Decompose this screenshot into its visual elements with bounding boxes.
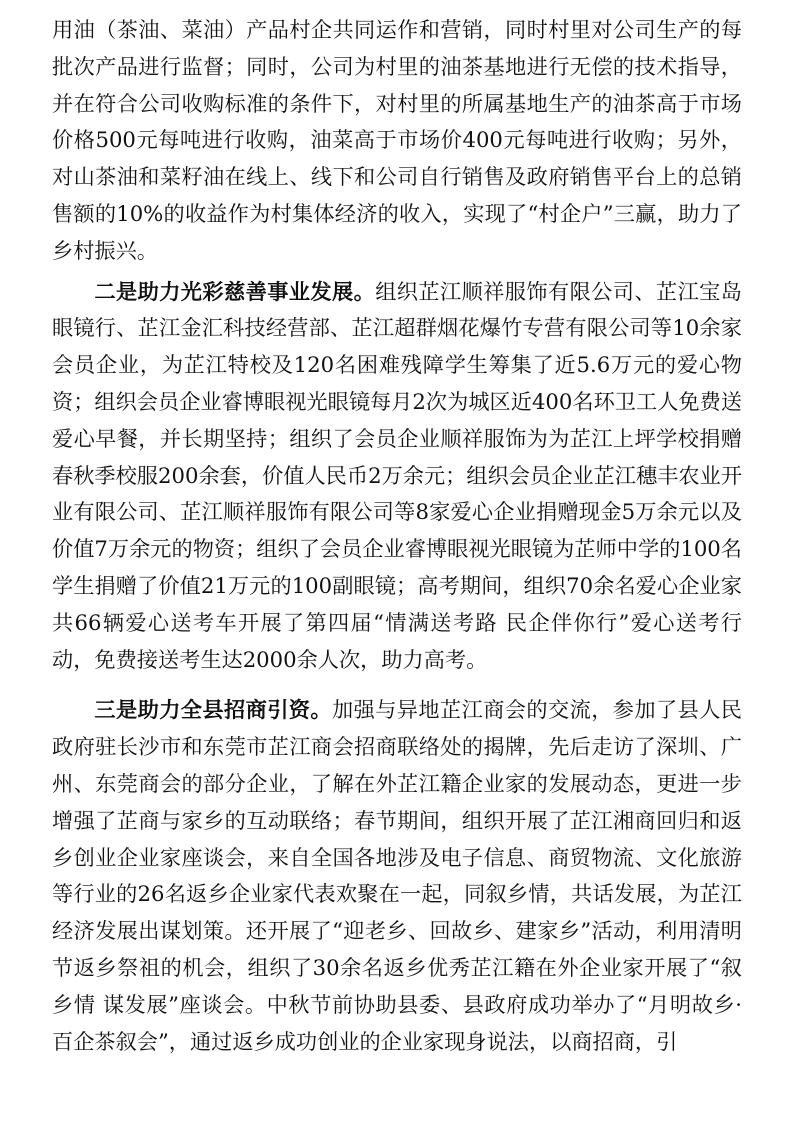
paragraph-lead-heading: 三是助力全县招商引资。 [94, 697, 332, 723]
paragraph-text: 组织芷江顺祥服饰有限公司、芷江宝岛眼镜行、芷江金汇科技经营部、芷江超群烟花爆竹专营有限公司等10余家会员企业，为芷江特校及120名困难残障学生筹集了近5.6万元的爱心物资；组织会员企业睿博眼视光眼镜每月2次为城区近400名环卫工人免费送爱心早餐，并长期坚持；组织了会员企业顺祥服饰为为芷江上坪学校捐赠春秋季校服200余套，价值人民币2万余元；组织会员企业芷江穗丰农业开业有限公司、芷江顺祥服饰有限公司等8家爱心企业捐赠现金5万余元以及价值7万余元的物资；组织了会员企业睿博眼视光眼镜为芷师中学的100名学生捐赠了价值21万元的100副眼镜；高考期间，组织70余名爱心企业家共66辆爱心送考车开展了第四届“情满送考路 民企伴你行”爱心送考行动，免费接送考生达2000余人次，助力高考。 [52, 278, 743, 672]
paragraph-continuation [52, 12, 742, 270]
document-body [52, 12, 742, 1060]
paragraph-text: 加强与异地芷江商会的交流，参加了县人民政府驻长沙市和东莞市芷江商会招商联络处的揭牌，先后走访了深圳、广州、东莞商会的部分企业，了解在外芷江籍企业家的发展动态，更进一步增强了芷商与家乡的互动联络；春节期间，组织开展了芷江湘商回归和返乡创业企业家座谈会，来自全国各地涉及电子信息、商贸物流、文化旅游等行业的26名返乡企业家代表欢聚在一起，同叙乡情，共话发展，为芷江经济发展出谋划策。还开展了“迎老乡、回故乡、建家乡”活动，利用清明节返乡祭祖的机会，组织了30余名返乡优秀芷江籍在外企业家开展了“叙乡情 谋发展”座谈会。中秋节前协助县委、县政府成功举办了“月明故乡·百企茶叙会”，通过返乡成功创业的企业家现身说法，以商招商，引 [52, 697, 742, 1054]
paragraph-investment [52, 692, 742, 1060]
paragraph-text: 用油（茶油、菜油）产品村企共同运作和营销，同时村里对公司生产的每批次产品进行监督；同时，公司为村里的油茶基地进行无偿的技术指导，并在符合公司收购标准的条件下，对村里的所属基地生产的油茶高于市场价格500元每吨进行收购，油菜高于市场价400元每吨进行收购；另外，对山茶油和菜籽油在线上、线下和公司自行销售及政府销售平台上的总销售额的10%的收益作为村集体经济的收入，实现了“村企户”三赢，助力了乡村振兴。 [52, 17, 742, 263]
paragraph-charity [52, 274, 742, 679]
paragraph-lead-heading: 二是助力光彩慈善事业发展。 [94, 278, 376, 304]
